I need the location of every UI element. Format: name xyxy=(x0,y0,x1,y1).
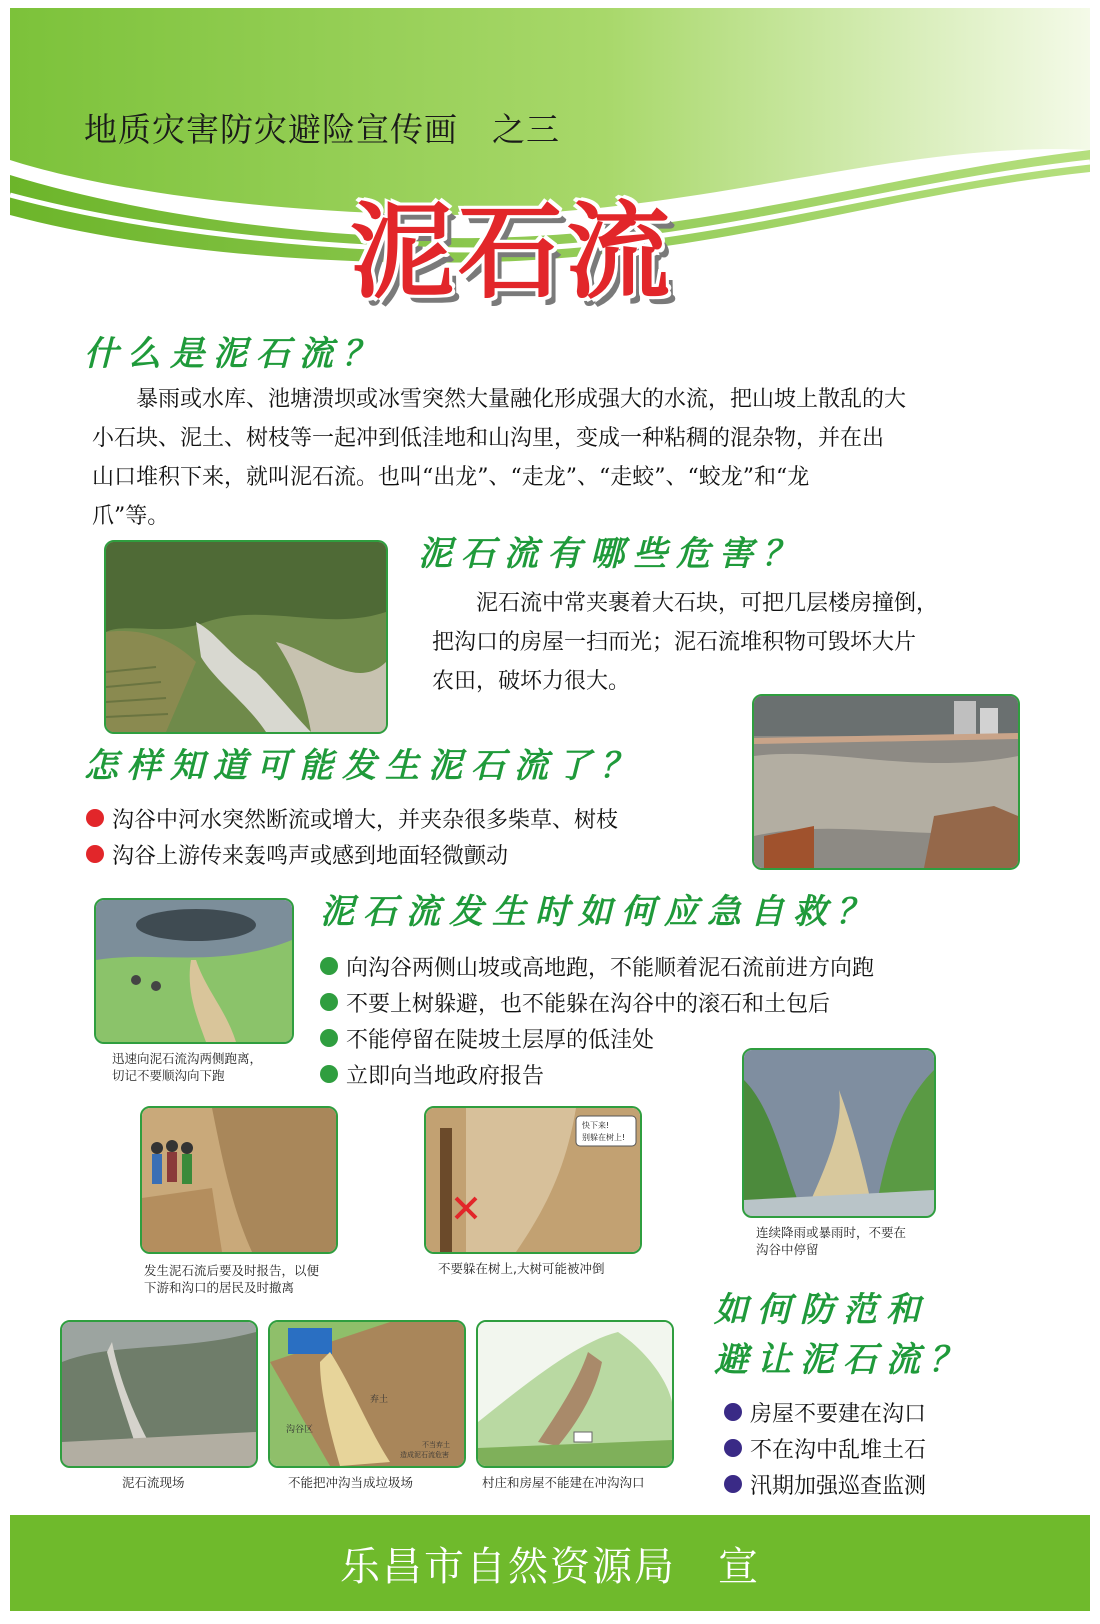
harm-paragraph xyxy=(432,584,1012,701)
harm-line: 农田，破坏力很大。 xyxy=(432,669,631,694)
warning-sign-text: 沟谷上游传来轰鸣声或感到地面轻微颤动 xyxy=(112,843,509,869)
arrow-circle-icon xyxy=(724,1475,742,1493)
self-rescue-text: 向沟谷两侧山坡或高地跑，不能顺着泥石流前进方向跑 xyxy=(346,955,875,981)
arrow-circle-icon xyxy=(724,1403,742,1421)
warning-sign-item xyxy=(86,800,618,836)
valley-caption xyxy=(756,1224,906,1258)
caption-line: 连续降雨或暴雨时，不要在 xyxy=(756,1225,907,1240)
heading-prevent-line1: 如何防范和 xyxy=(714,1290,929,1330)
debris-flow-aerial-photo xyxy=(104,540,388,734)
speech-line-1: 快下来! xyxy=(582,1121,610,1130)
destroyed-town-photo xyxy=(752,694,1020,870)
caption-line: 下游和沟口的居民及时撤离 xyxy=(144,1280,295,1295)
arrow-circle-icon xyxy=(724,1439,742,1457)
caption-line: 沟谷中停留 xyxy=(756,1242,819,1257)
footer-banner xyxy=(10,1515,1090,1611)
prevention-item xyxy=(724,1430,926,1466)
dump-valley-label: 沟谷区 xyxy=(286,1425,314,1435)
self-rescue-text: 立即向当地政府报告 xyxy=(346,1063,545,1089)
arrow-circle-icon xyxy=(320,993,338,1011)
dump-soil-label: 弃土 xyxy=(370,1395,389,1405)
self-rescue-item xyxy=(320,984,874,1020)
dump-note-2: 造成泥石流危害 xyxy=(400,1451,449,1459)
caption-line: 切记不要顺沟向下跑 xyxy=(112,1068,225,1083)
arrow-circle-icon xyxy=(320,1029,338,1047)
caption-line: 发生泥石流后要及时报告，以便 xyxy=(144,1263,320,1278)
harm-line: 泥石流中常夹裹着大石块，可把几层楼房撞倒， xyxy=(432,591,939,616)
what-is-line: 山口堆积下来，就叫泥石流。也叫“出龙”、“走龙”、“走蛟”、“蛟龙”和“龙 xyxy=(92,465,810,490)
warning-signs-list xyxy=(86,800,618,872)
heading-warning-signs: 怎样知道可能发生泥石流了？ xyxy=(84,746,643,786)
what-is-line: 爪”等。 xyxy=(92,504,170,529)
prevention-list xyxy=(724,1394,926,1502)
tree-warning-illustration xyxy=(424,1106,642,1254)
arrow-circle-icon xyxy=(320,957,338,975)
arrow-circle-icon xyxy=(86,845,104,863)
prevention-text: 不在沟中乱堆土石 xyxy=(750,1437,927,1463)
prevention-item xyxy=(724,1466,926,1502)
self-rescue-item xyxy=(320,948,874,984)
speech-line-2: 别躲在树上! xyxy=(582,1133,626,1142)
prevention-text: 房屋不要建在沟口 xyxy=(750,1401,927,1427)
scene-caption: 泥石流现场 xyxy=(122,1475,185,1490)
report-illustration xyxy=(140,1106,338,1254)
prevention-item xyxy=(724,1394,926,1430)
self-rescue-text: 不能停留在陡坡土层厚的低洼处 xyxy=(346,1027,655,1053)
warning-sign-text: 沟谷中河水突然断流或增大，并夹杂很多柴草、树枝 xyxy=(112,807,619,833)
heading-self-rescue: 泥石流发生时如何应急自救？ xyxy=(320,892,879,932)
arrow-circle-icon xyxy=(86,809,104,827)
main-title: 泥石流 xyxy=(350,190,675,313)
report-caption xyxy=(144,1262,319,1296)
dump-illustration xyxy=(268,1320,466,1468)
prevention-text: 汛期加强巡查监测 xyxy=(750,1473,927,1499)
series-title: 地质灾害防灾避险宣传画 之三 xyxy=(84,110,560,149)
dump-caption: 不能把冲沟当成垃圾场 xyxy=(288,1475,414,1490)
what-is-line: 小石块、泥土、树枝等一起冲到低洼地和山沟里，变成一种粘稠的混杂物，并在出 xyxy=(92,426,885,451)
caption-line: 迅速向泥石流沟两侧跑离， xyxy=(112,1051,263,1066)
heading-harm: 泥石流有哪些危害？ xyxy=(418,534,805,574)
valley-warning-illustration xyxy=(742,1048,936,1218)
scene-photo xyxy=(60,1320,258,1468)
arrow-circle-icon xyxy=(320,1065,338,1083)
village-caption: 村庄和房屋不能建在冲沟沟口 xyxy=(482,1475,645,1490)
tree-caption: 不要躲在树上,大树可能被冲倒 xyxy=(438,1261,605,1276)
heading-prevent-line2: 避让泥石流？ xyxy=(714,1340,972,1380)
run-sideways-illustration xyxy=(94,898,294,1044)
heading-what-is: 什么是泥石流？ xyxy=(84,334,385,374)
self-rescue-text: 不要上树躲避，也不能躲在沟谷中的滚石和土包后 xyxy=(346,991,831,1017)
run-sideways-caption xyxy=(112,1050,262,1084)
village-illustration xyxy=(476,1320,674,1468)
what-is-line: 暴雨或水库、池塘溃坝或冰雪突然大量融化形成强大的水流，把山坡上散乱的大 xyxy=(92,387,907,412)
footer-text: 乐昌市自然资源局 宣 xyxy=(340,1544,760,1590)
warning-sign-item xyxy=(86,836,618,872)
dump-note-1: 不当弃土 xyxy=(422,1441,450,1449)
what-is-paragraph xyxy=(92,380,1092,536)
harm-line: 把沟口的房屋一扫而光；泥石流堆积物可毁坏大片 xyxy=(432,630,917,655)
